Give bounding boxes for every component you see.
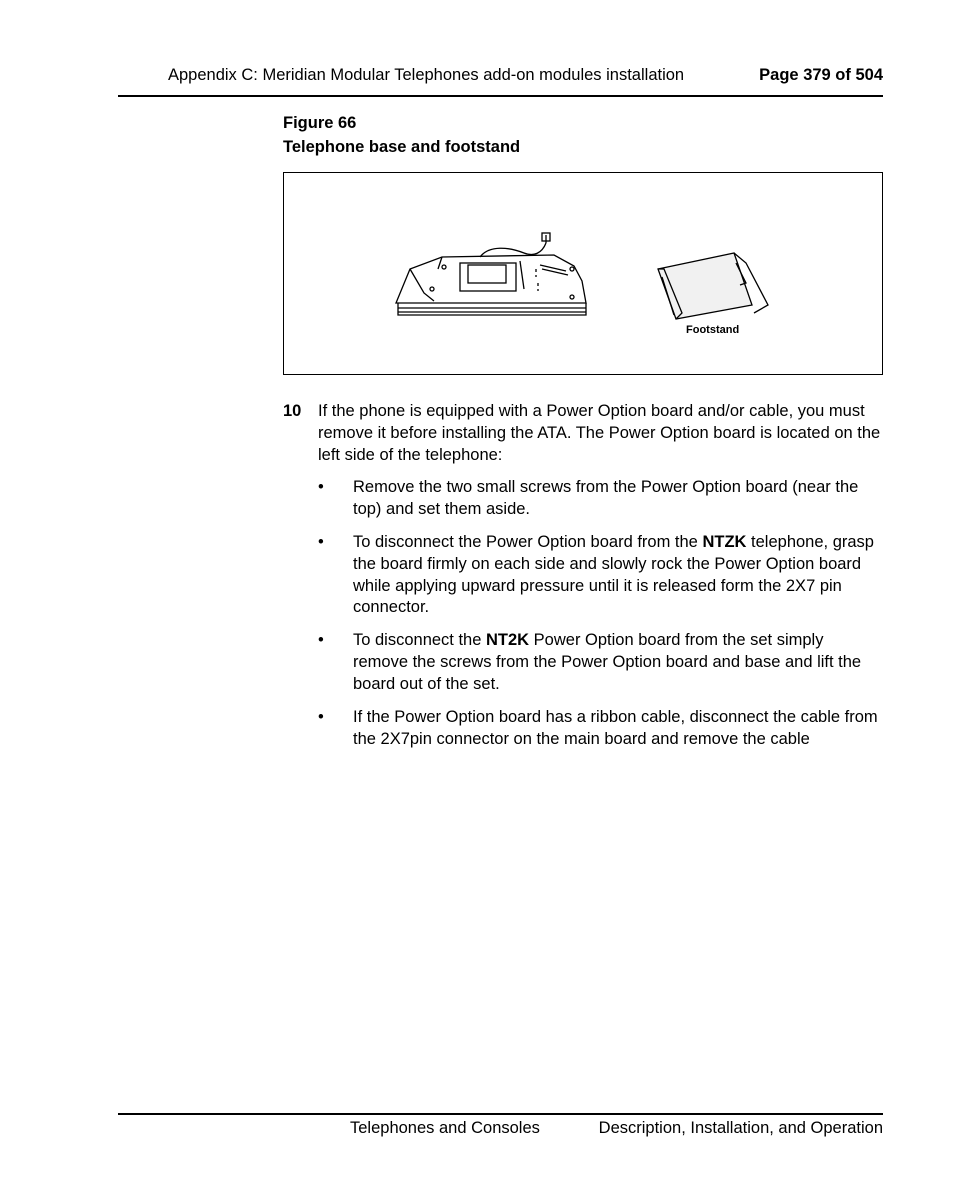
- bullet-text: Remove the two small screws from the Power Option board (near the top) and set them aside.: [353, 478, 859, 518]
- figure-number: Figure 66: [283, 114, 357, 132]
- bullet-text: [353, 630, 883, 695]
- footer-rule: [118, 1113, 883, 1115]
- model-nt2k: NT2K: [486, 631, 530, 649]
- footer-left: Telephones and Consoles: [350, 1119, 540, 1137]
- bullet-text: [353, 532, 883, 619]
- footstand-label: Footstand: [686, 324, 740, 336]
- bullet-text-part: To disconnect the: [353, 631, 486, 649]
- figure-box: [283, 172, 883, 375]
- footer-right: Description, Installation, and Operation: [598, 1119, 883, 1137]
- header-rule: [118, 95, 883, 97]
- bullet-text: If the Power Option board has a ribbon cable, disconnect the cable from the 2X7pin connector on the main board and remove the cable: [353, 708, 878, 748]
- figure-caption: Telephone base and footstand: [283, 138, 521, 156]
- step-number: 10: [283, 402, 302, 420]
- model-ntzk: NTZK: [702, 533, 747, 551]
- bullet-marker: •: [318, 533, 324, 551]
- page-header-title: Appendix C: Meridian Modular Telephones add-on modules installation: [168, 66, 685, 84]
- bullet-text-part: telephone, grasp the board firmly on each side and slowly rock the Power Option board while applying upward pressure until it is released form the 2X7 pin connector.: [353, 533, 874, 617]
- bullet-text-part: Power Option board from the set simply remove the screws from the Power Option board and base and lift the board out of the set.: [353, 631, 862, 693]
- bullet-marker: •: [318, 478, 324, 496]
- bullet-text-part: To disconnect the Power Option board from the: [353, 533, 703, 551]
- step-text: If the phone is equipped with a Power Option board and/or cable, you must remove it before installing the ATA. The Power Option board is located on the left side of the telephone:: [318, 402, 881, 464]
- bullet-marker: •: [318, 708, 324, 726]
- telephone-base-illustration: [284, 173, 882, 374]
- bullet-marker: •: [318, 631, 324, 649]
- page-number: Page 379 of 504: [759, 66, 883, 84]
